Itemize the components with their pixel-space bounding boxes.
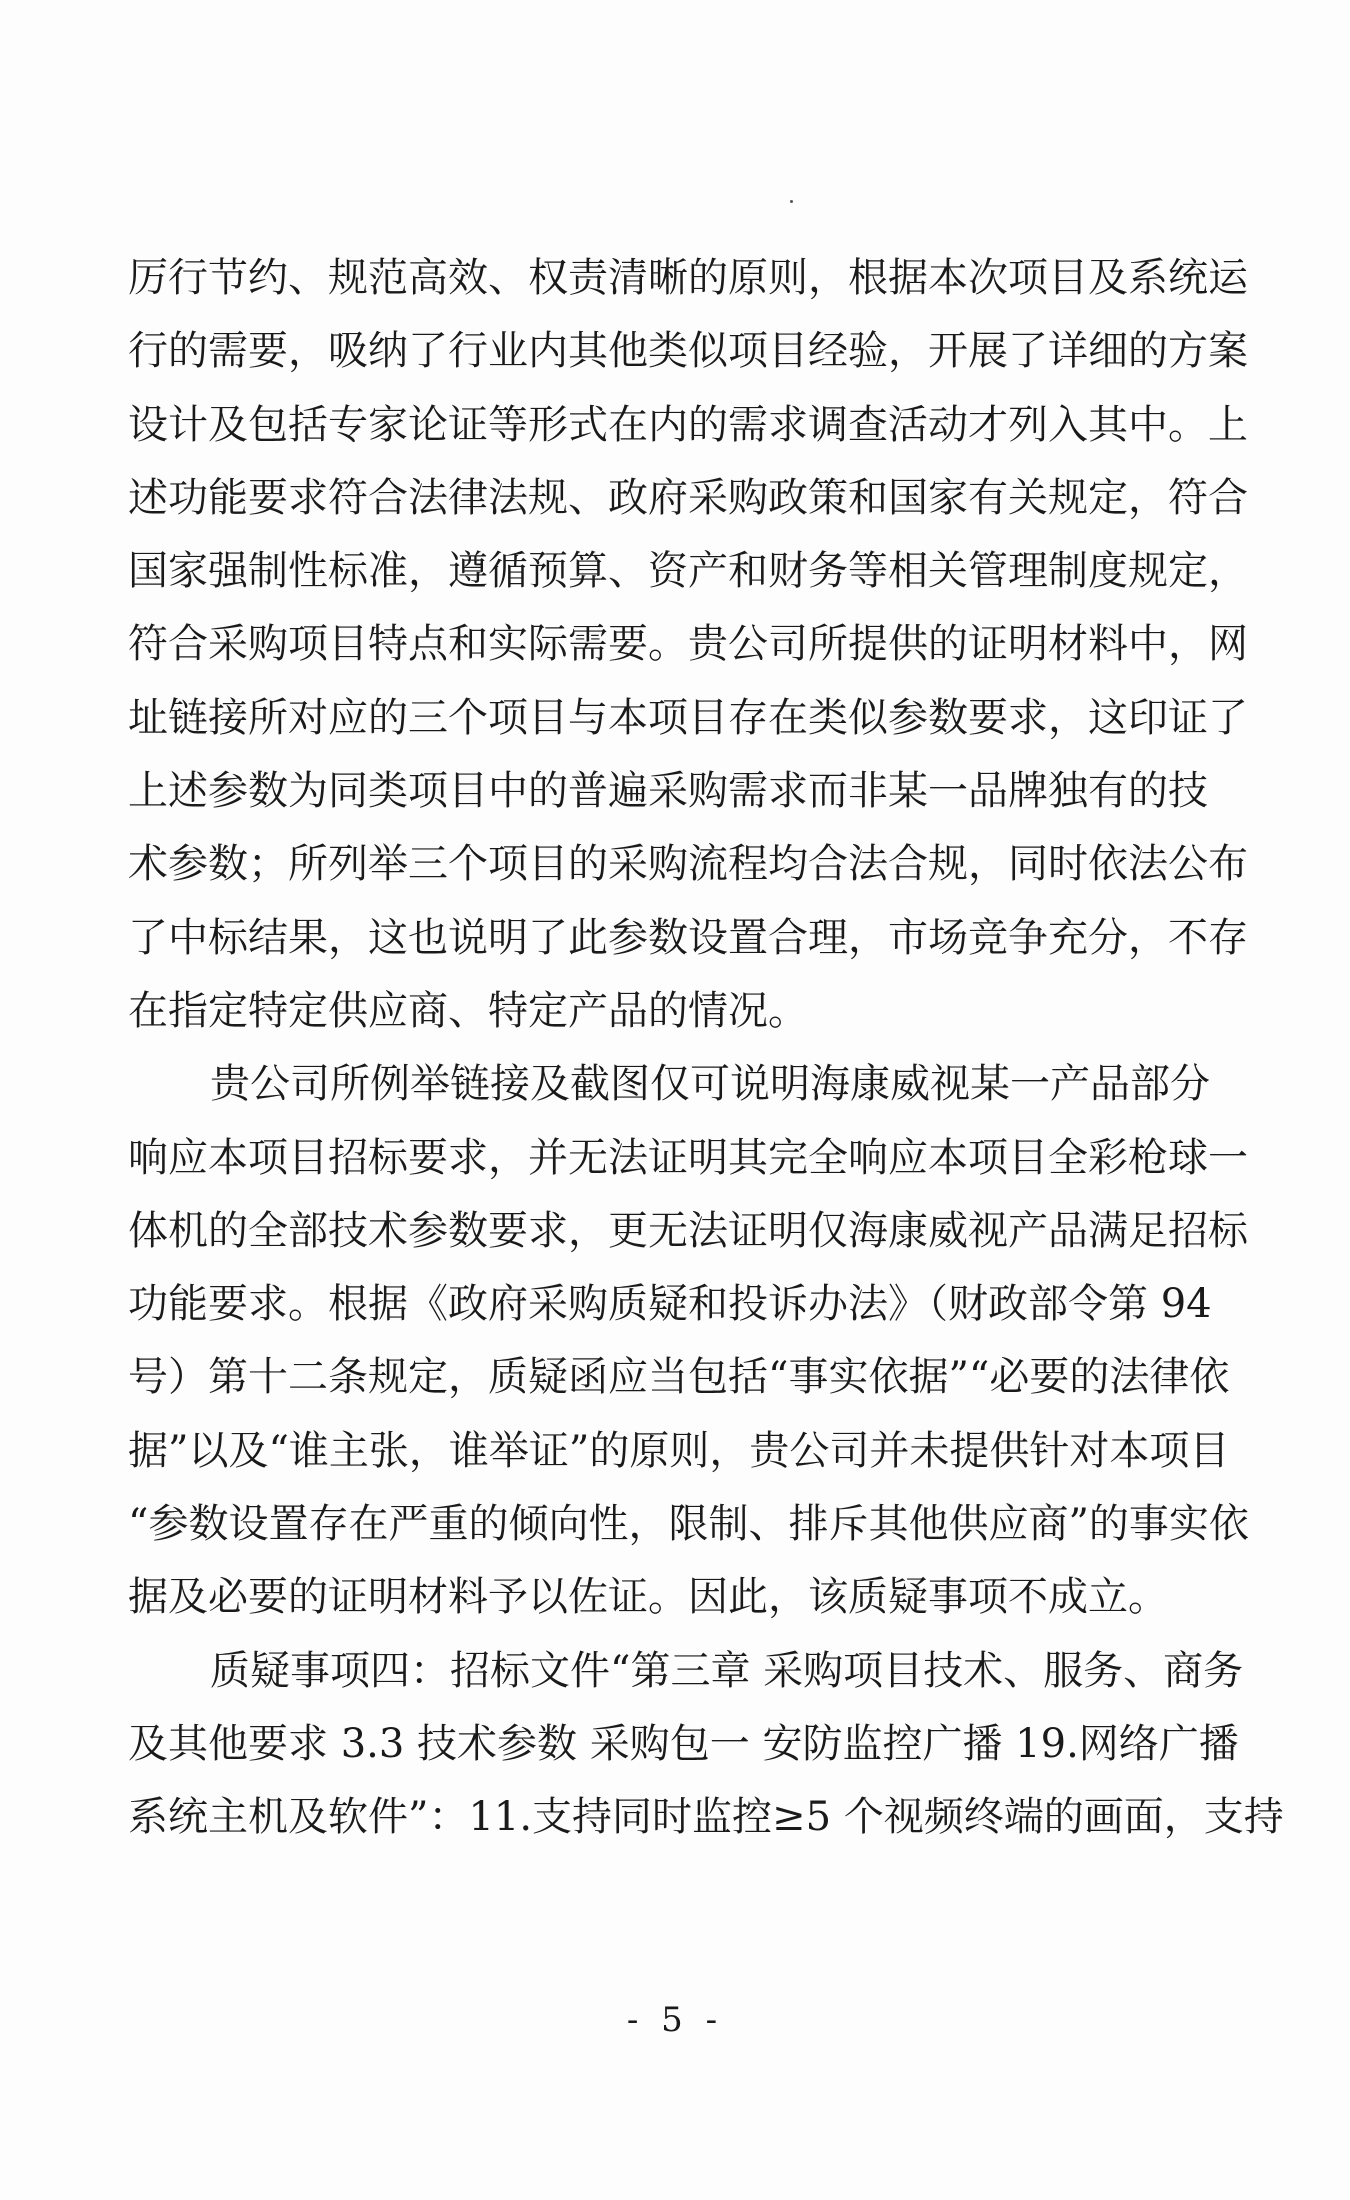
page-number: - 5 - bbox=[626, 2000, 724, 2040]
paragraph-2-line-7: “参数设置存在严重的倾向性，限制、排斥其他供应商”的事实依 bbox=[128, 1501, 1249, 1548]
paragraph-1-line-8: 上述参数为同类项目中的普遍采购需求而非某一品牌独有的技 bbox=[128, 768, 1208, 815]
paragraph-1-line-5: 国家强制性标准，遵循预算、资产和财务等相关管理制度规定， bbox=[128, 548, 1248, 595]
paragraph-2-line-4: 功能要求。根据《政府采购质疑和投诉办法》（财政部令第 94 bbox=[128, 1281, 1212, 1328]
paragraph-3-line-3: 系统主机及软件”：11.支持同时监控≥5 个视频终端的画面，支持 bbox=[128, 1794, 1284, 1841]
scan-dot-mark bbox=[790, 200, 793, 203]
paragraph-1-line-1: 厉行节约、规范高效、权责清晰的原则，根据本次项目及系统运 bbox=[128, 255, 1248, 301]
paragraph-1-line-2: 行的需要，吸纳了行业内其他类似项目经验，开展了详细的方案 bbox=[128, 328, 1248, 375]
paragraph-3-line-1: 质疑事项四：招标文件“第三章 采购项目技术、服务、商务 bbox=[210, 1647, 1244, 1694]
paragraph-1-line-7: 址链接所对应的三个项目与本项目存在类似参数要求，这印证了 bbox=[128, 694, 1248, 741]
paragraph-1-line-6: 符合采购项目特点和实际需要。贵公司所提供的证明材料中，网 bbox=[128, 621, 1248, 668]
paragraph-2-line-5: 号）第十二条规定，质疑函应当包括“事实依据”“必要的法律依 bbox=[128, 1354, 1230, 1401]
paragraph-1-line-4: 述功能要求符合法律法规、政府采购政策和国家有关规定，符合 bbox=[128, 474, 1248, 521]
paragraph-1-line-10: 了中标结果，这也说明了此参数设置合理，市场竞争充分，不存 bbox=[128, 914, 1248, 961]
paragraph-1-line-11: 在指定特定供应商、特定产品的情况。 bbox=[128, 987, 808, 1034]
paragraph-2-line-8: 据及必要的证明材料予以佐证。因此，该质疑事项不成立。 bbox=[128, 1574, 1168, 1621]
paragraph-3-line-2: 及其他要求 3.3 技术参数 采购包一 安防监控广播 19.网络广播 bbox=[128, 1720, 1239, 1767]
paragraph-2-line-6: 据”以及“谁主张，谁举证”的原则，贵公司并未提供针对本项目 bbox=[128, 1427, 1230, 1474]
paragraph-1-line-9: 术参数；所列举三个项目的采购流程均合法合规，同时依法公布 bbox=[128, 841, 1248, 888]
paragraph-2-line-1: 贵公司所例举链接及截图仅可说明海康威视某一产品部分 bbox=[210, 1061, 1210, 1108]
document-body bbox=[128, 242, 1284, 1855]
paragraph-1-line-3: 设计及包括专家论证等形式在内的需求调查活动才列入其中。上 bbox=[128, 401, 1248, 448]
paragraph-2-line-3: 体机的全部技术参数要求，更无法证明仅海康威视产品满足招标 bbox=[128, 1207, 1248, 1254]
paragraph-2-line-2: 响应本项目招标要求，并无法证明其完全响应本项目全彩枪球一 bbox=[128, 1134, 1248, 1181]
